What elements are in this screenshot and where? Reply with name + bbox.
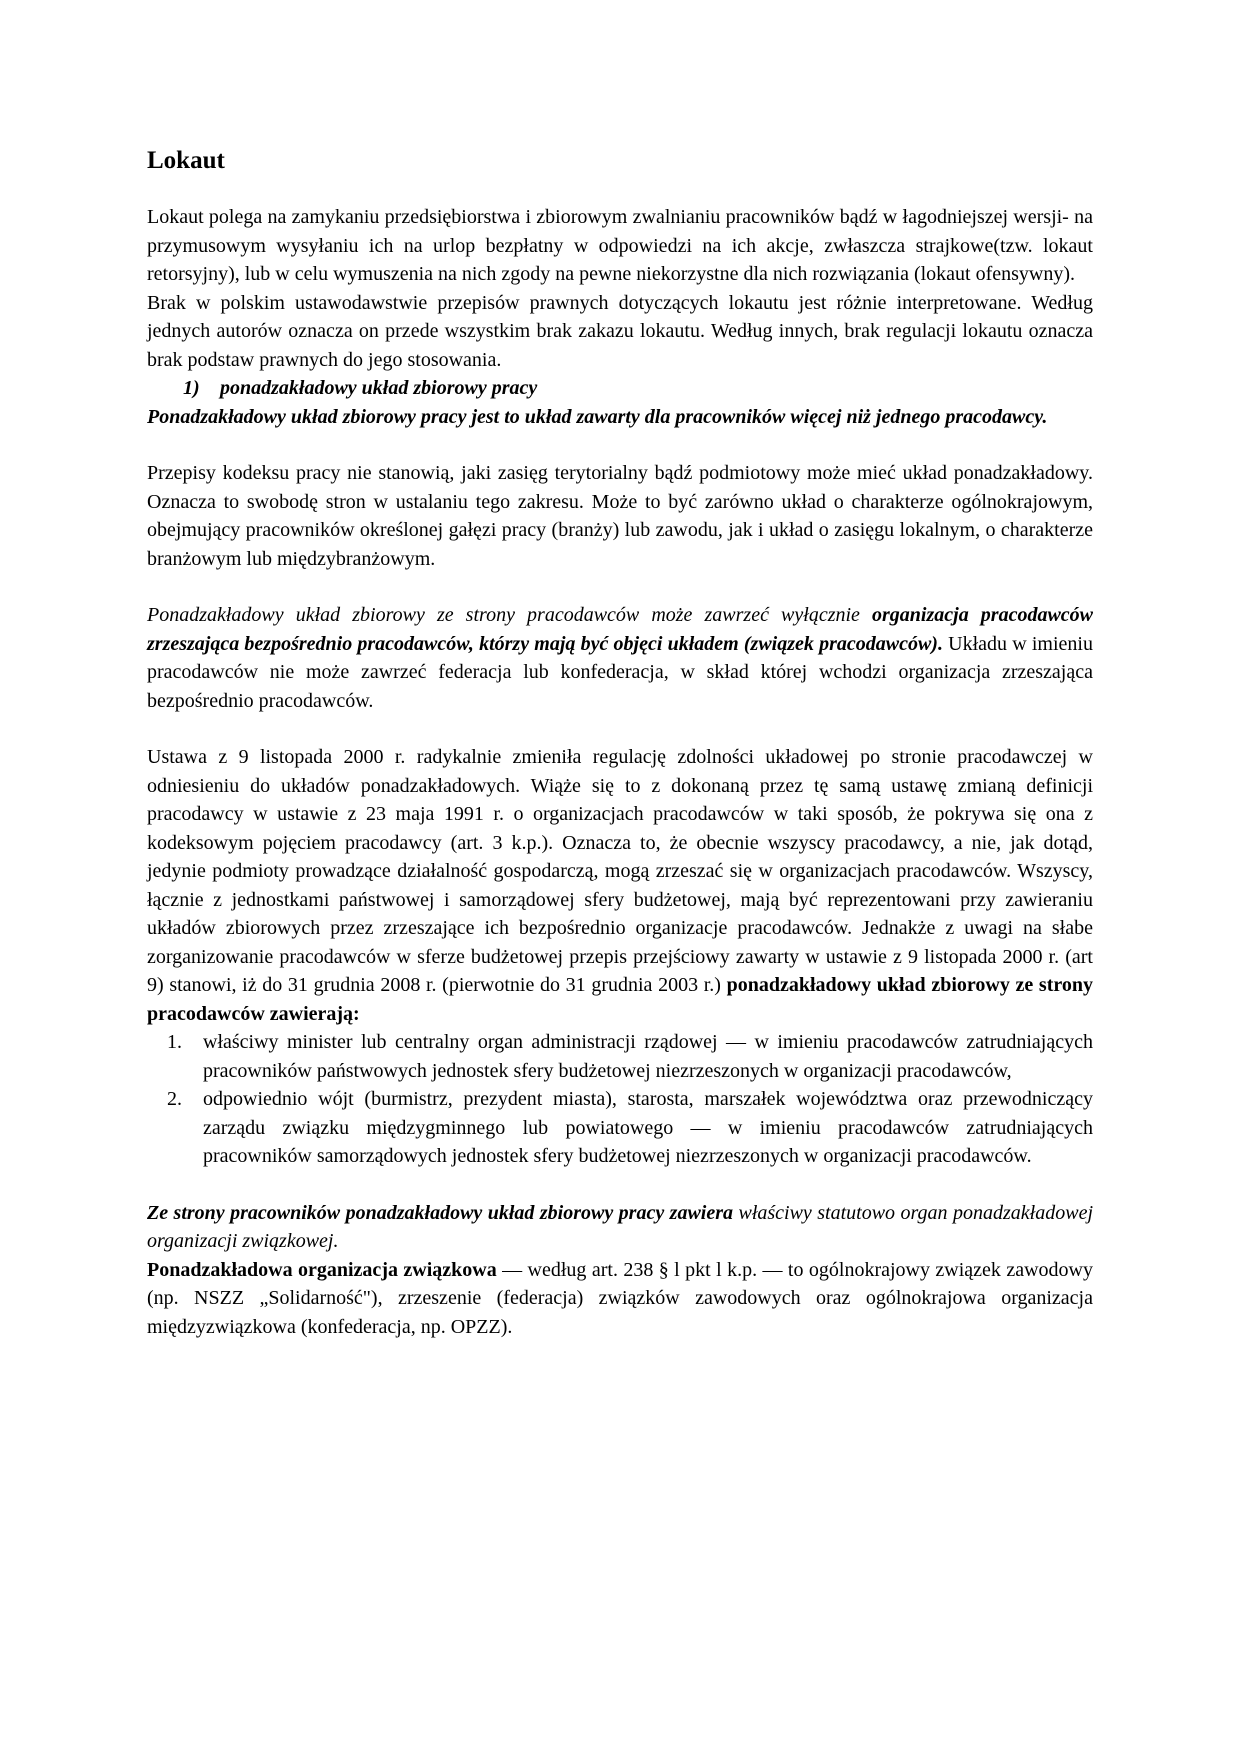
spacer — [147, 1171, 1093, 1199]
numbered-list — [147, 1028, 1093, 1171]
pracownicy-italic: właściwy statutowo organ ponadzakładowej organizacji związkowej. — [147, 1201, 1093, 1252]
definition-paragraph: Ponadzakładowy układ zbiorowy pracy jest to układ zawarty dla pracowników więcej niż jednego pracodawcy. — [147, 405, 1048, 428]
spacer — [147, 431, 1093, 459]
list-item-text: właściwy minister lub centralny organ administracji rządowej — w imieniu pracodawców zatrudniających pracowników państwowych jednostek sfery budżetowej niezrzeszonych w organizacji pracodawców, — [203, 1031, 1093, 1082]
section-heading-text: ponadzakładowy układ zbiorowy pracy — [220, 377, 538, 399]
organizacja-bold: Ponadzakładowa organizacja związkowa — [147, 1258, 497, 1281]
spacer — [147, 715, 1093, 743]
list-item — [167, 1028, 1093, 1085]
strony-rest: Układu w imieniu pracodawców nie może zawrzeć federacja lub konfederacja, w skład której wchodzi organizacja zrzeszająca bezpośrednio pracodawców. — [147, 632, 1093, 712]
intro-paragraph-2: Brak w polskim ustawodawstwie przepisów prawnych dotyczących lokautu jest różnie interpretowane. Według jednych autorów oznacza on przede wszystkim brak zakazu lokautu. Według innych, brak regulacji lokautu oznacza brak podstaw prawnych do jego stosowania. — [147, 291, 1093, 371]
strony-paragraph — [147, 601, 1093, 715]
kodeks-paragraph: Przepisy kodeksu pracy nie stanowią, jaki zasięg terytorialny bądź podmiotowy może mieć układ ponadzakładowy. Oznacza to swobodę stron w ustalaniu tego zakresu. Może to być zarówno układ o charakterze ogólnokrajowym, obejmujący pracowników określonej gałęzi pracy (branży) lub zawodu, jak i układ o zasięgu lokalnym, o charakterze branżowym lub międzybranżowym. — [147, 462, 1093, 570]
organizacja-rest: — według art. 238 § l pkt l k.p. — to ogólnokrajowy związek zawodowy (np. NSZZ „Solidarność"), zrzeszenie (federacja) związków zawodowych oraz ogólnokrajowa organizacja międzyzwiązkowa (konfederacja, np. OPZZ). — [147, 1258, 1093, 1338]
list-item-text: odpowiednio wójt (burmistrz, prezydent miasta), starosta, marszałek województwa oraz przewodniczący zarządu związku międzygminnego lub powiatowego — w imieniu pracodawców zatrudniających pracowników samorządowych jednostek sfery budżetowej niezrzeszonych w organizacji pracodawców. — [203, 1088, 1093, 1167]
list-item-number: 2. — [167, 1088, 182, 1110]
section-heading — [183, 374, 1093, 403]
strony-italic: Ponadzakładowy układ zbiorowy ze strony pracodawców może zawrzeć wyłącznie — [147, 604, 873, 626]
list-item — [167, 1085, 1093, 1171]
pracownicy-bold-italic: Ze strony pracowników ponadzakładowy układ zbiorowy pracy zawiera — [147, 1201, 734, 1224]
spacer — [147, 573, 1093, 601]
document-title: Lokaut — [147, 147, 225, 174]
organizacja-paragraph — [147, 1256, 1093, 1342]
strony-bold: organizacja pracodawców zrzeszająca bezpośrednio pracodawców, którzy mają być objęci układem (związek pracodawców). — [147, 604, 1093, 655]
intro-paragraph-1: Lokaut polega na zamykaniu przedsiębiorstwa i zbiorowym zwalnianiu pracowników bądź w łagodniejszej wersji- na przymusowym wysyłaniu ich na urlop bezpłatny w odpowiedzi na ich akcje, zwłaszcza strajkowe(tzw. lokaut retorsyjny), lub w celu wymuszenia na nich zgody na pewne niekorzystne dla nich rozwiązania (lokaut ofensywny). — [147, 206, 1093, 285]
ustawa-text: Ustawa z 9 listopada 2000 r. radykalnie zmieniła regulację zdolności układowej po stronie pracodawczej w odniesieniu do układów ponadzakładowych. Wiąże się to z dokonaną przez tę samą ustawę zmianą definicji pracodawcy w ustawie z 23 maja 1991 r. o organizacjach pracodawców w taki sposób, że pokrywa się ona z kodeksowym pojęciem pracodawcy (art. 3 k.p.). Oznacza to, że obecnie wszyscy pracodawcy, a nie, jak dotąd, jedynie podmioty prowadzące działalność gospodarczą, mogą zrzeszać się w organizacjach pracodawców. Wszyscy, łącznie z jednostkami państwowej i samorządowej sfery budżetowej, mają być reprezentowani przy zawieraniu układów zbiorowych przez zrzeszające ich bezpośrednio organizacje pracodawców. Jednakże z uwagi na słabe zorganizowanie pracodawców w sferze budżetowej przepis przejściowy zawarty w ustawie z 9 listopada 2000 r. (art 9) stanowi, iż do 31 grudnia 2008 r. (pierwotnie do 31 grudnia 2003 r.) — [147, 746, 1093, 996]
pracownicy-paragraph — [147, 1199, 1093, 1256]
ustawa-paragraph — [147, 743, 1093, 1028]
section-number: 1) — [183, 377, 200, 399]
list-item-number: 1. — [167, 1031, 182, 1053]
ustawa-bold-end: ponadzakładowy układ zbiorowy ze strony pracodawców zawierają: — [147, 974, 1093, 1025]
